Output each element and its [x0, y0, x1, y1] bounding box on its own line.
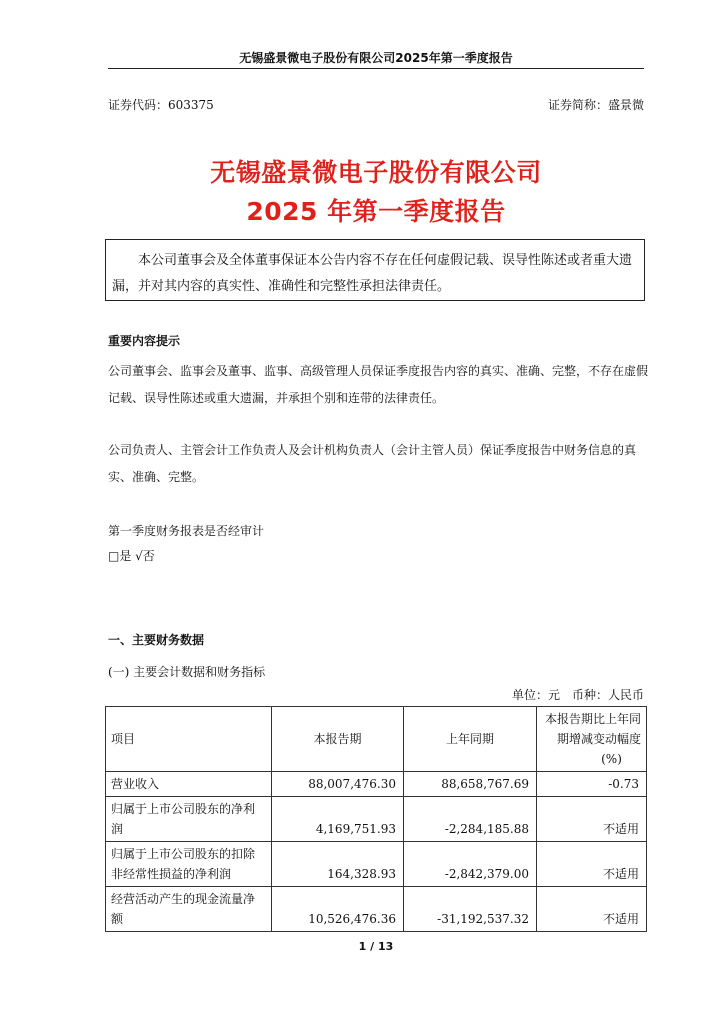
row-prior: -31,192,537.32 [404, 887, 537, 932]
row-item: 营业收入 [106, 772, 272, 797]
table-row [106, 797, 647, 842]
row-change: 不适用 [537, 797, 647, 842]
sub-heading: (一) 主要会计数据和财务指标 [108, 665, 266, 679]
table-row [106, 842, 647, 887]
row-change: 不适用 [537, 842, 647, 887]
disclaimer-text: 本公司董事会及全体董事保证本公告内容不存在任何虚假记载、误导性陈述或者重大遗漏，并对其内容的真实性、准确性和完整性承担法律责任。 [112, 253, 633, 294]
audit-question: 第一季度财务报表是否经审计 [108, 524, 265, 538]
audit-options: □是 √否 [108, 549, 155, 563]
row-current: 10,526,476.36 [272, 887, 404, 932]
row-prior: -2,842,379.00 [404, 842, 537, 887]
row-change: -0.73 [537, 772, 647, 797]
row-item: 归属于上市公司股东的净利润 [106, 797, 272, 842]
table-row [106, 887, 647, 932]
header-divider [108, 68, 644, 69]
report-title: 2025 年第一季度报告 [246, 197, 506, 226]
important-heading: 重要内容提示 [108, 334, 181, 348]
company-title: 无锡盛景微电子股份有限公司 [210, 158, 542, 187]
header-item: 项目 [106, 707, 272, 772]
table-row [106, 772, 647, 797]
page-number: 1 / 13 [358, 940, 394, 953]
disclaimer-box [105, 239, 645, 301]
section-heading: 一、主要财务数据 [108, 633, 205, 647]
row-item: 归属于上市公司股东的扣除非经常性损益的净利润 [106, 842, 272, 887]
header-change-line3: (%) [601, 752, 622, 766]
row-current: 164,328.93 [272, 842, 404, 887]
header-prior: 上年同期 [404, 707, 537, 772]
row-current: 88,007,476.30 [272, 772, 404, 797]
header-change-line2: 期增减变动幅度 [556, 732, 641, 746]
header-change [537, 707, 647, 772]
important-para-2: 公司负责人、主管会计工作负责人及会计机构负责人（会计主管人员）保证季度报告中财务信息的真实、准确、完整。 [108, 443, 637, 484]
header-change-line1: 本报告期比上年同 [544, 712, 641, 726]
financial-table [105, 706, 647, 932]
running-header: 无锡盛景微电子股份有限公司2025年第一季度报告 [239, 51, 513, 65]
stock-code: 证券代码：603375 [108, 98, 214, 112]
header-current: 本报告期 [272, 707, 404, 772]
row-prior: 88,658,767.69 [404, 772, 537, 797]
row-change: 不适用 [537, 887, 647, 932]
table-header-row [106, 707, 647, 772]
unit-label: 单位：元 币种：人民币 [511, 688, 644, 702]
row-prior: -2,284,185.88 [404, 797, 537, 842]
stock-abbreviation: 证券简称：盛景微 [547, 98, 644, 112]
important-para-1: 公司董事会、监事会及董事、监事、高级管理人员保证季度报告内容的真实、准确、完整，不存在虚假记载、误导性陈述或重大遗漏，并承担个别和连带的法律责任。 [108, 364, 649, 405]
row-item: 经营活动产生的现金流量净额 [106, 887, 272, 932]
row-current: 4,169,751.93 [272, 797, 404, 842]
